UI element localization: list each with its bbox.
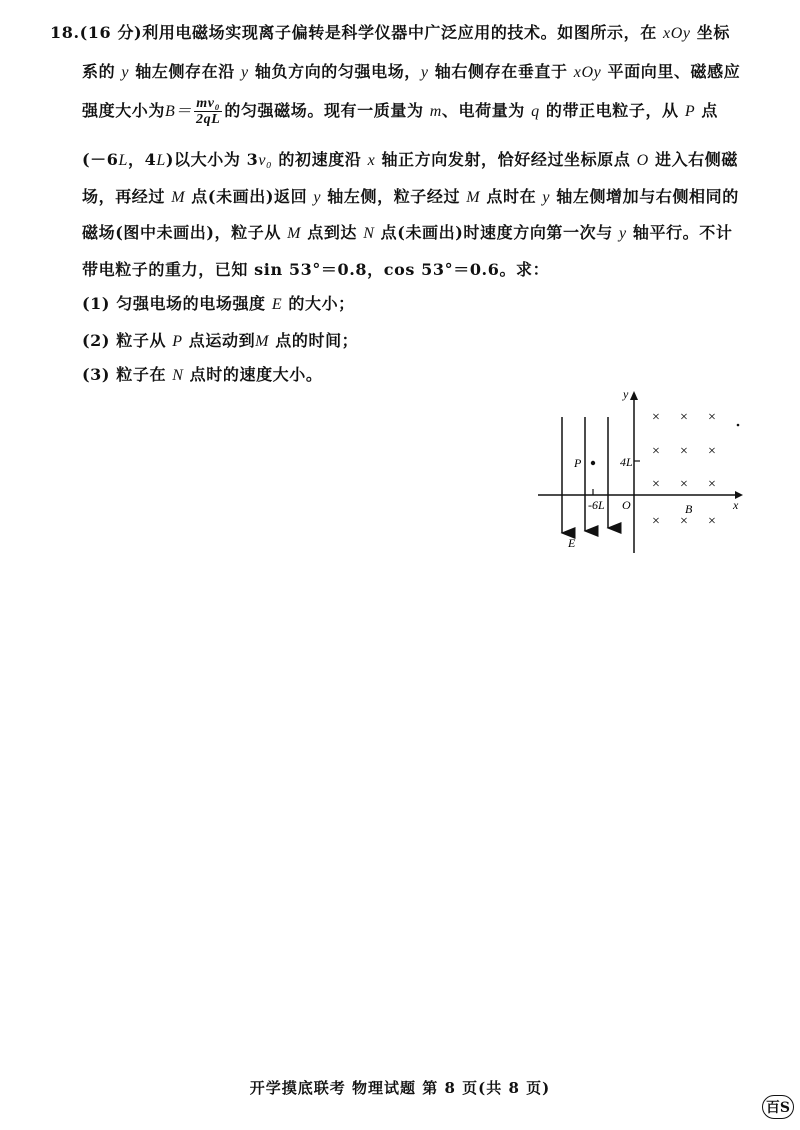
cross: × xyxy=(652,444,660,459)
question-line-2: 系的 y 轴左侧存在沿 y 轴负方向的匀强电场，y 轴右侧存在垂直于 xOy 平面向里、磁感应 xyxy=(82,62,741,81)
label-neg6L: -6L xyxy=(588,498,605,512)
magnetic-crosses xyxy=(652,410,716,529)
label-E: E xyxy=(568,536,576,550)
question-line-3: 强度大小为B＝ $\frac{\text{mv₀}}{2qL}$ 的匀强磁场。现有一质量为 m、电荷量为 q 的带正电粒子，从 P 点 xyxy=(82,96,718,127)
label-4L: 4L xyxy=(620,455,633,469)
question-line-5: 场，再经过 M 点(未画出)返回 y 轴左侧，粒子经过 M 点时在 y 轴左侧增加与右侧相同的 xyxy=(82,187,739,206)
cross: × xyxy=(708,477,716,492)
point-P xyxy=(591,461,595,465)
cross: × xyxy=(680,410,688,425)
cross: × xyxy=(708,444,716,459)
speck xyxy=(737,424,740,427)
label-origin: O xyxy=(622,498,631,512)
y-axis-label: y xyxy=(623,387,629,401)
corner-mark: 百S xyxy=(762,1095,794,1119)
label-P: P xyxy=(574,456,582,470)
question-number: 18. xyxy=(50,23,80,42)
page-footer: 开学摸底联考 物理试题 第 8 页(共 8 页) xyxy=(249,1079,551,1097)
cross: × xyxy=(680,514,688,529)
label-B: B xyxy=(685,502,693,516)
cross: × xyxy=(680,477,688,492)
cross: × xyxy=(708,410,716,425)
cross: × xyxy=(680,444,688,459)
field-diagram xyxy=(530,385,750,560)
question-line-1: 18.(16 分)利用电磁场实现离子偏转是科学仪器中广泛应用的技术。如图所示，在 xOy 坐标 xyxy=(50,23,730,42)
magnetic-field-fraction: $\frac{\text{mv₀}}{2qL}$ xyxy=(196,96,221,127)
y-axis-arrow xyxy=(630,391,638,400)
sub-question-1: (1) 匀强电场的电场强度 E 的大小； xyxy=(82,294,355,313)
question-points: (16 分) xyxy=(79,23,143,42)
cross: × xyxy=(652,514,660,529)
question-line-6: 磁场(图中未画出)，粒子从 M 点到达 N 点(未画出)时速度方向第一次与 y 轴平行。不计 xyxy=(82,223,733,242)
cross: × xyxy=(708,514,716,529)
question-line-4: (－6L，4L)以大小为 3v₀ 的初速度沿 x 轴正方向发射，恰好经过坐标原点 O 进入右侧磁 xyxy=(82,150,738,169)
sub-question-3: (3) 粒子在 N 点时的速度大小。 xyxy=(82,365,323,384)
cross: × xyxy=(652,410,660,425)
sub-question-2: (2) 粒子从 P 点运动到M 点的时间； xyxy=(82,331,359,350)
question-line-7: 带电粒子的重力，已知 sin 53°＝0.8，cos 53°＝0.6。求： xyxy=(82,260,550,279)
x-axis-label: x xyxy=(733,498,739,512)
cross: × xyxy=(652,477,660,492)
